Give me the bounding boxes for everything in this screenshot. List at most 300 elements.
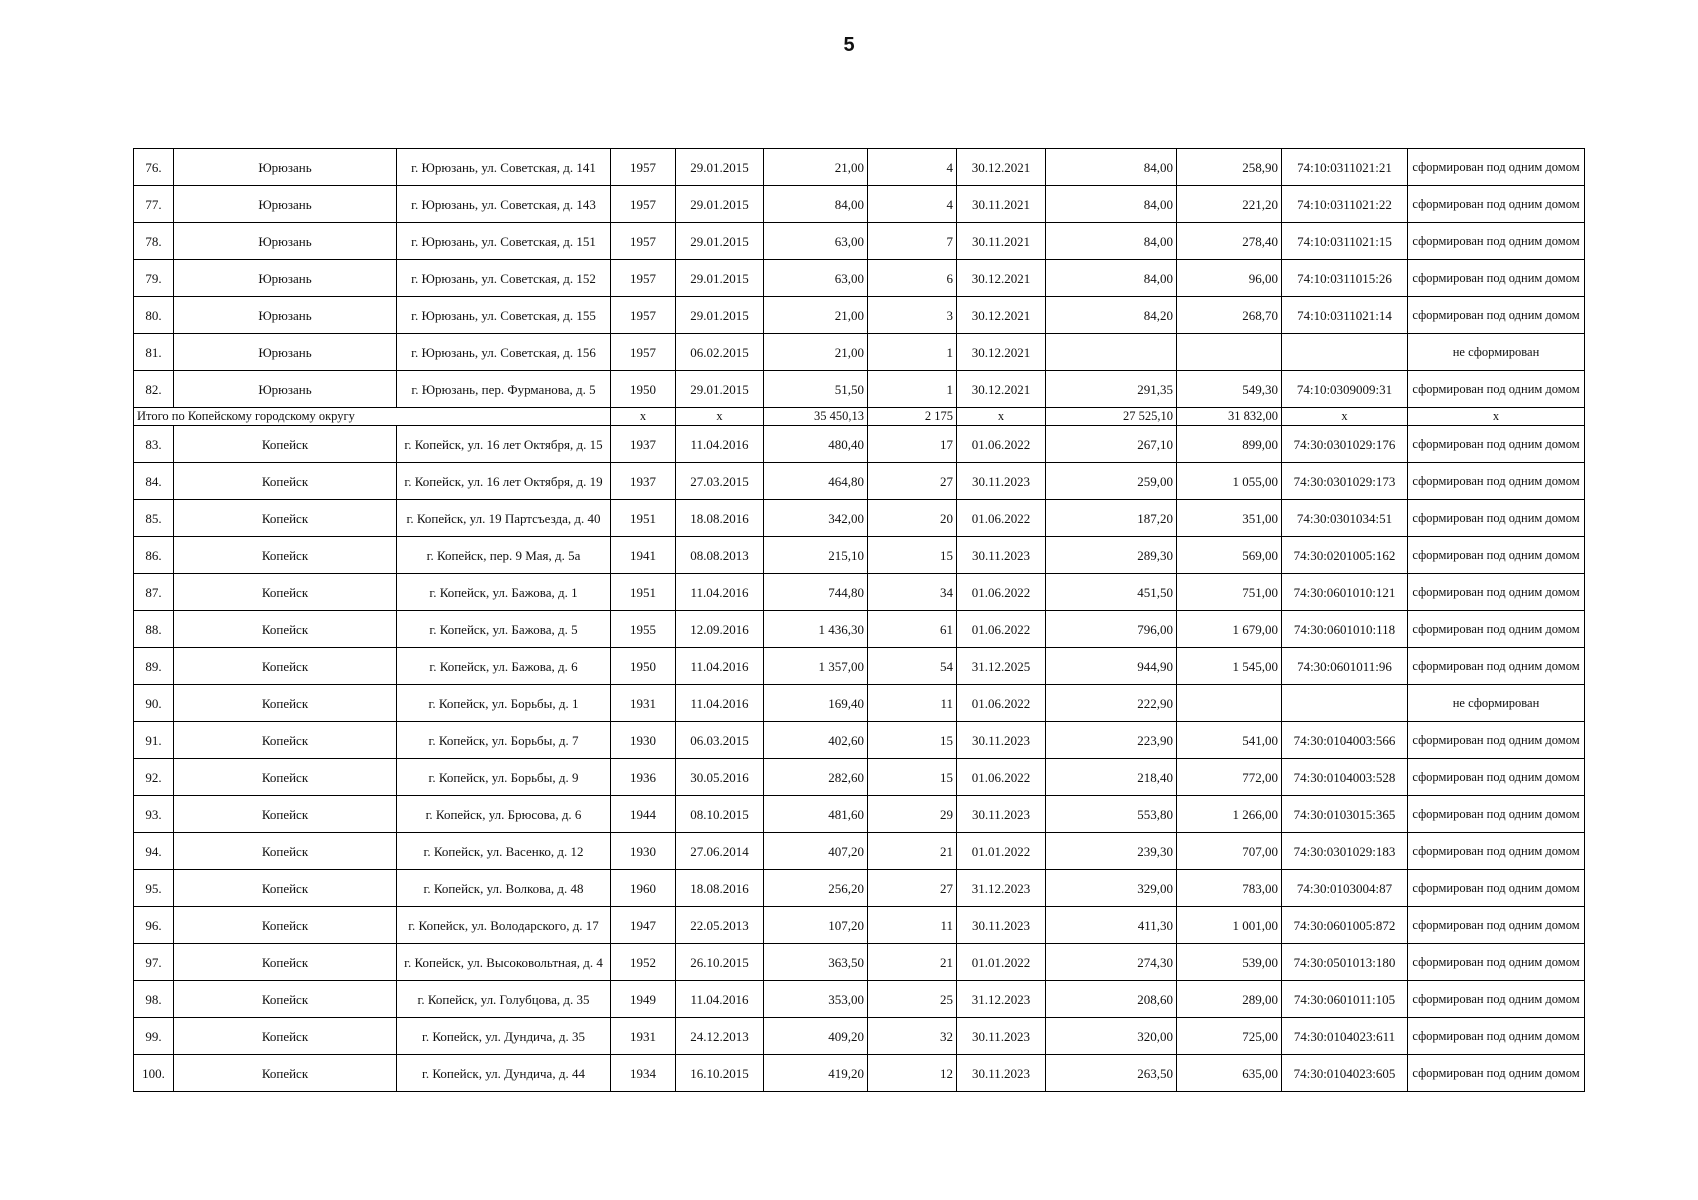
area-cell: 21,00 xyxy=(764,297,868,334)
deadline-cell: 30.11.2023 xyxy=(957,1018,1046,1055)
total-area2: 27 525,10 xyxy=(1046,408,1177,426)
area2-cell: 84,00 xyxy=(1046,223,1177,260)
status-cell: сформирован под одним домом xyxy=(1408,574,1585,611)
table-row xyxy=(134,907,1585,944)
table-row xyxy=(134,463,1585,500)
year-cell: 1937 xyxy=(611,463,676,500)
year-cell: 1950 xyxy=(611,648,676,685)
address-cell: г. Копейск, ул. Борьбы, д. 1 xyxy=(397,685,611,722)
deadline-cell: 31.12.2025 xyxy=(957,648,1046,685)
row-number: 84. xyxy=(134,463,174,500)
settlement-cell: Копейск xyxy=(174,833,397,870)
date-cell: 29.01.2015 xyxy=(676,223,764,260)
date-cell: 11.04.2016 xyxy=(676,981,764,1018)
land-area-cell: 783,00 xyxy=(1177,870,1282,907)
status-cell: сформирован под одним домом xyxy=(1408,463,1585,500)
settlement-cell: Копейск xyxy=(174,537,397,574)
cadastral-number-cell: 74:30:0501013:180 xyxy=(1282,944,1408,981)
address-cell: г. Копейск, ул. Володарского, д. 17 xyxy=(397,907,611,944)
row-number: 100. xyxy=(134,1055,174,1092)
year-cell: 1957 xyxy=(611,260,676,297)
settlement-cell: Копейск xyxy=(174,1018,397,1055)
deadline-cell: 30.11.2021 xyxy=(957,186,1046,223)
residents-cell: 32 xyxy=(868,1018,957,1055)
status-cell: сформирован под одним домом xyxy=(1408,759,1585,796)
area2-cell: 84,20 xyxy=(1046,297,1177,334)
rows-section-b xyxy=(134,426,1585,1092)
total-row xyxy=(134,408,1585,426)
area-cell: 419,20 xyxy=(764,1055,868,1092)
area-cell: 107,20 xyxy=(764,907,868,944)
settlement-cell: Копейск xyxy=(174,722,397,759)
row-number: 79. xyxy=(134,260,174,297)
year-cell: 1947 xyxy=(611,907,676,944)
land-area-cell: 569,00 xyxy=(1177,537,1282,574)
year-cell: 1931 xyxy=(611,1018,676,1055)
cadastral-number-cell: 74:10:0311021:21 xyxy=(1282,149,1408,186)
deadline-cell: 31.12.2023 xyxy=(957,981,1046,1018)
year-cell: 1951 xyxy=(611,500,676,537)
area2-cell: 944,90 xyxy=(1046,648,1177,685)
row-number: 91. xyxy=(134,722,174,759)
status-cell: сформирован под одним домом xyxy=(1408,648,1585,685)
row-number: 83. xyxy=(134,426,174,463)
row-number: 99. xyxy=(134,1018,174,1055)
row-number: 95. xyxy=(134,870,174,907)
land-area-cell: 635,00 xyxy=(1177,1055,1282,1092)
row-number: 97. xyxy=(134,944,174,981)
residents-cell: 12 xyxy=(868,1055,957,1092)
residents-cell: 25 xyxy=(868,981,957,1018)
address-cell: г. Копейск, ул. Дундича, д. 44 xyxy=(397,1055,611,1092)
deadline-cell: 01.06.2022 xyxy=(957,574,1046,611)
status-cell: сформирован под одним домом xyxy=(1408,426,1585,463)
table-row xyxy=(134,223,1585,260)
settlement-cell: Юрюзань xyxy=(174,371,397,408)
area2-cell: 239,30 xyxy=(1046,833,1177,870)
settlement-cell: Копейск xyxy=(174,870,397,907)
year-cell: 1960 xyxy=(611,870,676,907)
address-cell: г. Копейск, пер. 9 Мая, д. 5а xyxy=(397,537,611,574)
address-cell: г. Юрюзань, ул. Советская, д. 155 xyxy=(397,297,611,334)
settlement-cell: Копейск xyxy=(174,648,397,685)
cadastral-number-cell: 74:30:0104003:566 xyxy=(1282,722,1408,759)
date-cell: 26.10.2015 xyxy=(676,944,764,981)
row-number: 82. xyxy=(134,371,174,408)
year-cell: 1941 xyxy=(611,537,676,574)
area2-cell: 218,40 xyxy=(1046,759,1177,796)
year-cell: 1955 xyxy=(611,611,676,648)
cadastral-number-cell: 74:30:0201005:162 xyxy=(1282,537,1408,574)
area-cell: 353,00 xyxy=(764,981,868,1018)
total-label: Итого по Копейскому городскому округу xyxy=(134,408,611,426)
area2-cell: 223,90 xyxy=(1046,722,1177,759)
area-cell: 407,20 xyxy=(764,833,868,870)
deadline-cell: 30.11.2023 xyxy=(957,722,1046,759)
deadline-cell: 01.06.2022 xyxy=(957,685,1046,722)
cadastral-number-cell: 74:10:0309009:31 xyxy=(1282,371,1408,408)
status-cell: сформирован под одним домом xyxy=(1408,371,1585,408)
residents-cell: 27 xyxy=(868,870,957,907)
area-cell: 63,00 xyxy=(764,223,868,260)
area-cell: 169,40 xyxy=(764,685,868,722)
year-cell: 1936 xyxy=(611,759,676,796)
cadastral-number-cell: 74:30:0301034:51 xyxy=(1282,500,1408,537)
date-cell: 29.01.2015 xyxy=(676,260,764,297)
rows-section-a xyxy=(134,149,1585,408)
land-area-cell: 268,70 xyxy=(1177,297,1282,334)
cadastral-number-cell: 74:30:0104003:528 xyxy=(1282,759,1408,796)
date-cell: 08.10.2015 xyxy=(676,796,764,833)
table-row xyxy=(134,611,1585,648)
residents-cell: 11 xyxy=(868,685,957,722)
total-date: х xyxy=(676,408,764,426)
deadline-cell: 30.11.2023 xyxy=(957,537,1046,574)
date-cell: 18.08.2016 xyxy=(676,500,764,537)
address-cell: г. Юрюзань, ул. Советская, д. 143 xyxy=(397,186,611,223)
settlement-cell: Юрюзань xyxy=(174,149,397,186)
year-cell: 1957 xyxy=(611,334,676,371)
status-cell: сформирован под одним домом xyxy=(1408,611,1585,648)
deadline-cell: 30.12.2021 xyxy=(957,334,1046,371)
date-cell: 08.08.2013 xyxy=(676,537,764,574)
area-cell: 409,20 xyxy=(764,1018,868,1055)
area-cell: 21,00 xyxy=(764,334,868,371)
status-cell: сформирован под одним домом xyxy=(1408,223,1585,260)
row-number: 90. xyxy=(134,685,174,722)
area2-cell: 84,00 xyxy=(1046,149,1177,186)
address-cell: г. Юрюзань, ул. Советская, д. 141 xyxy=(397,149,611,186)
area-cell: 744,80 xyxy=(764,574,868,611)
area2-cell: 84,00 xyxy=(1046,260,1177,297)
table-row xyxy=(134,759,1585,796)
cadastral-number-cell: 74:30:0301029:173 xyxy=(1282,463,1408,500)
date-cell: 12.09.2016 xyxy=(676,611,764,648)
deadline-cell: 30.11.2023 xyxy=(957,796,1046,833)
area-cell: 481,60 xyxy=(764,796,868,833)
area2-cell: 796,00 xyxy=(1046,611,1177,648)
address-cell: г. Копейск, ул. Борьбы, д. 9 xyxy=(397,759,611,796)
cadastral-number-cell: 74:30:0601005:872 xyxy=(1282,907,1408,944)
address-cell: г. Копейск, ул. Высоковольтная, д. 4 xyxy=(397,944,611,981)
row-number: 96. xyxy=(134,907,174,944)
area2-cell: 329,00 xyxy=(1046,870,1177,907)
status-cell: сформирован под одним домом xyxy=(1408,981,1585,1018)
status-cell: сформирован под одним домом xyxy=(1408,944,1585,981)
land-area-cell: 278,40 xyxy=(1177,223,1282,260)
date-cell: 11.04.2016 xyxy=(676,574,764,611)
address-cell: г. Копейск, ул. Бажова, д. 1 xyxy=(397,574,611,611)
residents-cell: 17 xyxy=(868,426,957,463)
land-area-cell: 541,00 xyxy=(1177,722,1282,759)
total-cadastral: х xyxy=(1282,408,1408,426)
row-number: 87. xyxy=(134,574,174,611)
address-cell: г. Юрюзань, ул. Советская, д. 156 xyxy=(397,334,611,371)
address-cell: г. Копейск, ул. Голубцова, д. 35 xyxy=(397,981,611,1018)
total-land: 31 832,00 xyxy=(1177,408,1282,426)
land-area-cell: 221,20 xyxy=(1177,186,1282,223)
row-number: 88. xyxy=(134,611,174,648)
land-area-cell xyxy=(1177,334,1282,371)
settlement-cell: Юрюзань xyxy=(174,297,397,334)
settlement-cell: Копейск xyxy=(174,759,397,796)
status-cell: сформирован под одним домом xyxy=(1408,796,1585,833)
status-cell: не сформирован xyxy=(1408,685,1585,722)
table-row xyxy=(134,297,1585,334)
area2-cell: 267,10 xyxy=(1046,426,1177,463)
area-cell: 256,20 xyxy=(764,870,868,907)
area-cell: 1 357,00 xyxy=(764,648,868,685)
area2-cell: 187,20 xyxy=(1046,500,1177,537)
residents-cell: 3 xyxy=(868,297,957,334)
cadastral-number-cell: 74:30:0103015:365 xyxy=(1282,796,1408,833)
page-number: 5 xyxy=(843,34,855,56)
row-number: 86. xyxy=(134,537,174,574)
year-cell: 1934 xyxy=(611,1055,676,1092)
year-cell: 1931 xyxy=(611,685,676,722)
year-cell: 1957 xyxy=(611,186,676,223)
residents-cell: 21 xyxy=(868,833,957,870)
deadline-cell: 01.01.2022 xyxy=(957,833,1046,870)
cadastral-number-cell: 74:10:0311021:22 xyxy=(1282,186,1408,223)
cadastral-number-cell: 74:30:0104023:611 xyxy=(1282,1018,1408,1055)
year-cell: 1944 xyxy=(611,796,676,833)
status-cell: сформирован под одним домом xyxy=(1408,186,1585,223)
status-cell: не сформирован xyxy=(1408,334,1585,371)
deadline-cell: 30.12.2021 xyxy=(957,371,1046,408)
status-cell: сформирован под одним домом xyxy=(1408,722,1585,759)
address-cell: г. Копейск, ул. Борьбы, д. 7 xyxy=(397,722,611,759)
address-cell: г. Юрюзань, пер. Фурманова, д. 5 xyxy=(397,371,611,408)
address-cell: г. Копейск, ул. Васенко, д. 12 xyxy=(397,833,611,870)
settlement-cell: Копейск xyxy=(174,981,397,1018)
settlement-cell: Копейск xyxy=(174,426,397,463)
table-row xyxy=(134,426,1585,463)
cadastral-number-cell xyxy=(1282,685,1408,722)
settlement-cell: Копейск xyxy=(174,685,397,722)
row-number: 77. xyxy=(134,186,174,223)
residents-cell: 1 xyxy=(868,334,957,371)
cadastral-number-cell: 74:30:0104023:605 xyxy=(1282,1055,1408,1092)
land-area-cell: 1 266,00 xyxy=(1177,796,1282,833)
area-cell: 480,40 xyxy=(764,426,868,463)
total-residents: 2 175 xyxy=(868,408,957,426)
address-cell: г. Юрюзань, ул. Советская, д. 151 xyxy=(397,223,611,260)
status-cell: сформирован под одним домом xyxy=(1408,1018,1585,1055)
settlement-cell: Копейск xyxy=(174,796,397,833)
area2-cell: 320,00 xyxy=(1046,1018,1177,1055)
area-cell: 1 436,30 xyxy=(764,611,868,648)
date-cell: 06.02.2015 xyxy=(676,334,764,371)
address-cell: г. Копейск, ул. 16 лет Октября, д. 15 xyxy=(397,426,611,463)
row-number: 81. xyxy=(134,334,174,371)
year-cell: 1957 xyxy=(611,149,676,186)
settlement-cell: Юрюзань xyxy=(174,260,397,297)
row-number: 76. xyxy=(134,149,174,186)
residents-cell: 61 xyxy=(868,611,957,648)
land-area-cell: 1 679,00 xyxy=(1177,611,1282,648)
settlement-cell: Копейск xyxy=(174,611,397,648)
year-cell: 1949 xyxy=(611,981,676,1018)
area2-cell: 274,30 xyxy=(1046,944,1177,981)
year-cell: 1930 xyxy=(611,833,676,870)
date-cell: 18.08.2016 xyxy=(676,870,764,907)
row-number: 98. xyxy=(134,981,174,1018)
table-row xyxy=(134,1018,1585,1055)
land-area-cell: 1 001,00 xyxy=(1177,907,1282,944)
date-cell: 06.03.2015 xyxy=(676,722,764,759)
settlement-cell: Копейск xyxy=(174,907,397,944)
land-area-cell: 258,90 xyxy=(1177,149,1282,186)
cadastral-number-cell: 74:30:0601011:105 xyxy=(1282,981,1408,1018)
deadline-cell: 01.06.2022 xyxy=(957,426,1046,463)
deadline-cell: 01.06.2022 xyxy=(957,500,1046,537)
land-area-cell: 1 055,00 xyxy=(1177,463,1282,500)
residents-cell: 1 xyxy=(868,371,957,408)
land-area-cell: 96,00 xyxy=(1177,260,1282,297)
table-row xyxy=(134,648,1585,685)
address-cell: г. Копейск, ул. 19 Партсъезда, д. 40 xyxy=(397,500,611,537)
area-cell: 84,00 xyxy=(764,186,868,223)
status-cell: сформирован под одним домом xyxy=(1408,297,1585,334)
row-number: 89. xyxy=(134,648,174,685)
residents-cell: 6 xyxy=(868,260,957,297)
table-row xyxy=(134,944,1585,981)
cadastral-number-cell xyxy=(1282,334,1408,371)
year-cell: 1957 xyxy=(611,297,676,334)
land-area-cell: 751,00 xyxy=(1177,574,1282,611)
settlement-cell: Копейск xyxy=(174,574,397,611)
date-cell: 22.05.2013 xyxy=(676,907,764,944)
address-cell: г. Копейск, ул. 16 лет Октября, д. 19 xyxy=(397,463,611,500)
area2-cell: 291,35 xyxy=(1046,371,1177,408)
date-cell: 29.01.2015 xyxy=(676,186,764,223)
housing-registry-table xyxy=(133,148,1585,1092)
land-area-cell: 725,00 xyxy=(1177,1018,1282,1055)
settlement-cell: Юрюзань xyxy=(174,223,397,260)
status-cell: сформирован под одним домом xyxy=(1408,833,1585,870)
table-row xyxy=(134,574,1585,611)
residents-cell: 4 xyxy=(868,149,957,186)
year-cell: 1951 xyxy=(611,574,676,611)
status-cell: сформирован под одним домом xyxy=(1408,1055,1585,1092)
residents-cell: 34 xyxy=(868,574,957,611)
land-area-cell xyxy=(1177,685,1282,722)
year-cell: 1930 xyxy=(611,722,676,759)
land-area-cell: 1 545,00 xyxy=(1177,648,1282,685)
deadline-cell: 30.12.2021 xyxy=(957,297,1046,334)
total-area: 35 450,13 xyxy=(764,408,868,426)
area-cell: 402,60 xyxy=(764,722,868,759)
status-cell: сформирован под одним домом xyxy=(1408,149,1585,186)
table-row xyxy=(134,722,1585,759)
area-cell: 215,10 xyxy=(764,537,868,574)
year-cell: 1957 xyxy=(611,223,676,260)
settlement-cell: Копейск xyxy=(174,1055,397,1092)
residents-cell: 7 xyxy=(868,223,957,260)
area-cell: 51,50 xyxy=(764,371,868,408)
date-cell: 16.10.2015 xyxy=(676,1055,764,1092)
date-cell: 30.05.2016 xyxy=(676,759,764,796)
residents-cell: 15 xyxy=(868,537,957,574)
table-row xyxy=(134,796,1585,833)
table-row xyxy=(134,334,1585,371)
table-row xyxy=(134,537,1585,574)
residents-cell: 15 xyxy=(868,759,957,796)
date-cell: 29.01.2015 xyxy=(676,149,764,186)
area-cell: 282,60 xyxy=(764,759,868,796)
deadline-cell: 31.12.2023 xyxy=(957,870,1046,907)
row-number: 94. xyxy=(134,833,174,870)
table-row xyxy=(134,981,1585,1018)
status-cell: сформирован под одним домом xyxy=(1408,907,1585,944)
deadline-cell: 30.12.2021 xyxy=(957,260,1046,297)
area2-cell: 411,30 xyxy=(1046,907,1177,944)
cadastral-number-cell: 74:10:0311021:15 xyxy=(1282,223,1408,260)
cadastral-number-cell: 74:10:0311015:26 xyxy=(1282,260,1408,297)
settlement-cell: Юрюзань xyxy=(174,186,397,223)
status-cell: сформирован под одним домом xyxy=(1408,260,1585,297)
deadline-cell: 30.12.2021 xyxy=(957,149,1046,186)
total-year: х xyxy=(611,408,676,426)
deadline-cell: 30.11.2023 xyxy=(957,907,1046,944)
residents-cell: 21 xyxy=(868,944,957,981)
cadastral-number-cell: 74:30:0301029:183 xyxy=(1282,833,1408,870)
table-row xyxy=(134,260,1585,297)
area2-cell xyxy=(1046,334,1177,371)
table-row xyxy=(134,833,1585,870)
table-row xyxy=(134,685,1585,722)
area-cell: 21,00 xyxy=(764,149,868,186)
residents-cell: 27 xyxy=(868,463,957,500)
residents-cell: 4 xyxy=(868,186,957,223)
residents-cell: 29 xyxy=(868,796,957,833)
settlement-cell: Юрюзань xyxy=(174,334,397,371)
deadline-cell: 01.06.2022 xyxy=(957,611,1046,648)
residents-cell: 11 xyxy=(868,907,957,944)
date-cell: 11.04.2016 xyxy=(676,685,764,722)
land-area-cell: 289,00 xyxy=(1177,981,1282,1018)
land-area-cell: 539,00 xyxy=(1177,944,1282,981)
area2-cell: 289,30 xyxy=(1046,537,1177,574)
residents-cell: 54 xyxy=(868,648,957,685)
deadline-cell: 01.01.2022 xyxy=(957,944,1046,981)
address-cell: г. Копейск, ул. Бажова, д. 6 xyxy=(397,648,611,685)
cadastral-number-cell: 74:30:0601010:118 xyxy=(1282,611,1408,648)
address-cell: г. Копейск, ул. Дундича, д. 35 xyxy=(397,1018,611,1055)
status-cell: сформирован под одним домом xyxy=(1408,500,1585,537)
land-area-cell: 707,00 xyxy=(1177,833,1282,870)
table-row xyxy=(134,1055,1585,1092)
settlement-cell: Копейск xyxy=(174,944,397,981)
table-row xyxy=(134,870,1585,907)
cadastral-number-cell: 74:10:0311021:14 xyxy=(1282,297,1408,334)
date-cell: 11.04.2016 xyxy=(676,426,764,463)
address-cell: г. Копейск, ул. Бажова, д. 5 xyxy=(397,611,611,648)
area2-cell: 208,60 xyxy=(1046,981,1177,1018)
settlement-cell: Копейск xyxy=(174,500,397,537)
residents-cell: 15 xyxy=(868,722,957,759)
land-area-cell: 899,00 xyxy=(1177,426,1282,463)
area-cell: 63,00 xyxy=(764,260,868,297)
area-cell: 363,50 xyxy=(764,944,868,981)
status-cell: сформирован под одним домом xyxy=(1408,870,1585,907)
residents-cell: 20 xyxy=(868,500,957,537)
table-row xyxy=(134,149,1585,186)
address-cell: г. Юрюзань, ул. Советская, д. 152 xyxy=(397,260,611,297)
row-number: 85. xyxy=(134,500,174,537)
area2-cell: 84,00 xyxy=(1046,186,1177,223)
